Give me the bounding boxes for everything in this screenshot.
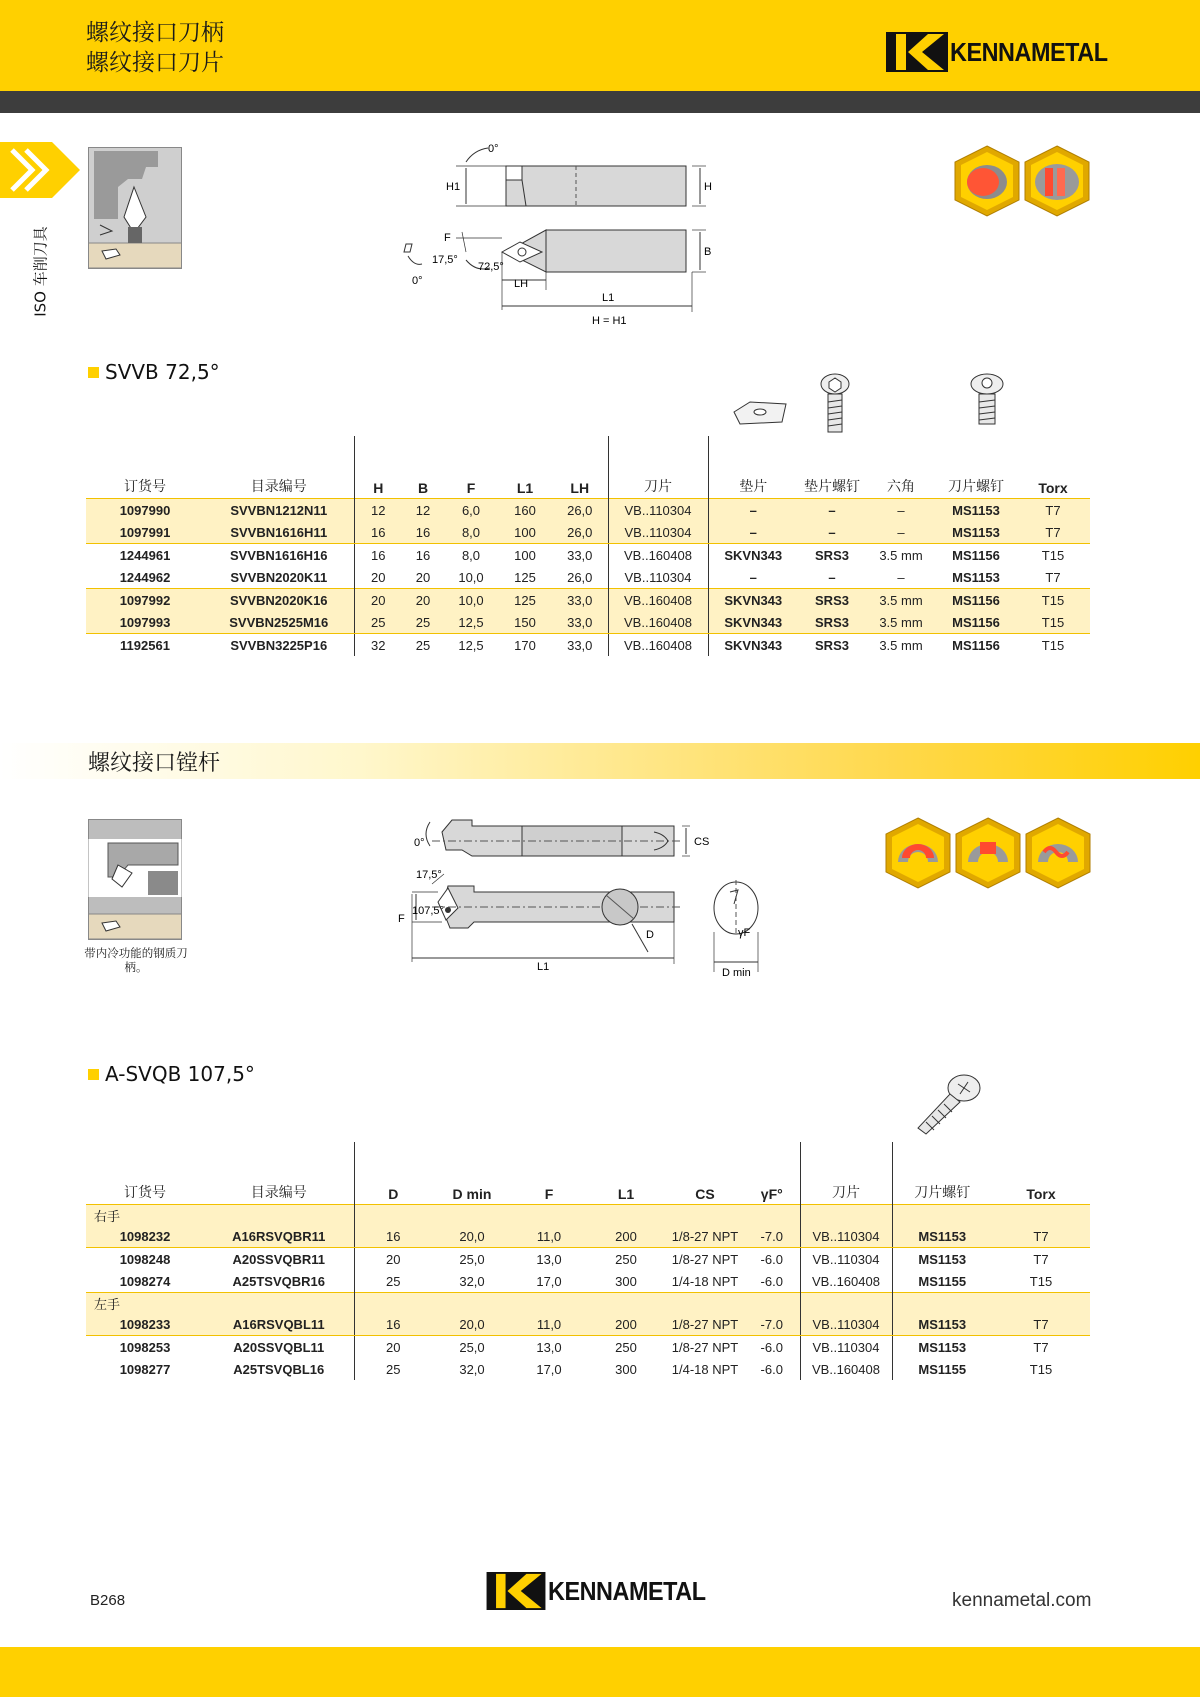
table-cell: – [798,499,866,522]
table-cell: 1098277 [119,1361,171,1377]
side-category-label: ISO 车削刀具 [31,226,50,317]
table-cell: T7 [1045,569,1061,585]
section1-table [86,436,1090,656]
table-cell [586,1293,666,1314]
col-insert: 刀片 [608,436,708,499]
holder-dimension-drawing [396,140,786,330]
table-cell: MS1156 [936,611,1016,634]
dim-bottom-angle: 0° [412,275,423,287]
table-cell: 13,0 [536,1251,562,1267]
table-cell [512,1293,586,1314]
table-cell: MS1155 [892,1358,992,1380]
col-f: F [466,480,476,496]
table-cell: T15 [1041,547,1065,563]
kennametal-mark-icon [886,32,948,72]
insert-screw-icon [965,372,1009,434]
table-cell: 20 [415,569,431,585]
table-cell: 25 [354,611,402,634]
table-cell: T7 [1033,1251,1049,1267]
table-row [86,1313,1090,1336]
table-cell: 33,0 [567,547,593,563]
table-cell: VB..110304 [800,1225,892,1248]
table-cell: – [798,521,866,544]
table-cell: – [866,521,936,544]
table-cell: T7 [1016,521,1090,544]
boring-insert-screw-icon [912,1072,984,1138]
section1-marker [88,367,99,378]
header-divider [0,91,1200,113]
table-cell: T15 [1029,1273,1053,1289]
table-cell: – [897,569,905,585]
col-catalog-no: 目录编号 [250,478,307,494]
table-cell: 32,0 [459,1361,485,1377]
bb-top-angle: 0° [414,837,425,849]
table-row [86,1248,1090,1271]
table-row [86,566,1090,589]
bb-angle-107: 107,5° [412,905,444,917]
table-cell: VB..110304 [608,499,708,522]
table-cell [354,1293,432,1314]
dim-h: H [704,181,712,193]
table-cell: 26,0 [552,521,608,544]
table-cell: A20SSVQBR11 [232,1251,325,1267]
section2-header-row [86,1142,1090,1205]
table-cell: SVVBN1616H11 [204,521,354,544]
col-shim-screw: 垫片螺钉 [804,478,860,494]
table-cell: – [708,521,798,544]
table-row [86,634,1090,657]
table-cell: 100 [514,547,536,563]
table-cell: VB..160408 [800,1358,892,1380]
bb-angle-17: 17,5° [416,869,442,881]
table-cell: 1097993 [86,611,204,634]
table-cell: 1244961 [119,547,171,563]
table-cell: 200 [586,1225,666,1248]
table-cell: SRS3 [798,611,866,634]
table-cell: 8,0 [444,521,498,544]
col2-l1: L1 [617,1186,635,1202]
col-shim: 垫片 [708,436,798,499]
dim-top-angle: 0° [488,143,499,155]
table-cell: A16RSVQBL11 [204,1313,354,1336]
table-cell: VB..160408 [608,589,708,612]
col-order-no: 订货号 [124,478,166,494]
table-cell: VB..160408 [800,1270,892,1293]
table-cell [666,1205,744,1226]
boring-bar-application-icon [88,819,182,940]
table-cell: SRS3 [815,637,849,653]
table-cell: A20SSVQBL11 [233,1339,325,1355]
col2-insert-screw: 刀片螺钉 [892,1142,992,1205]
col2-cs: CS [695,1186,715,1202]
table-group-row [86,1205,1090,1226]
table-cell: 17,0 [536,1273,562,1289]
col2-d: D [354,1142,432,1205]
table-row [86,589,1090,612]
shim-screw-icon [815,372,855,434]
table-cell: 16 [354,544,402,567]
table-cell: -6.0 [760,1251,783,1267]
table-row [86,1225,1090,1248]
holder-application-icon [88,147,182,269]
table-cell: SVVBN2020K16 [204,589,354,612]
table-cell: 12,5 [444,611,498,634]
table-cell: 20,0 [432,1313,512,1336]
col2-d-min: D min [452,1186,492,1202]
col-b: B [417,480,429,496]
table-cell: 300 [615,1361,637,1377]
table-cell: -7.0 [744,1225,800,1248]
table-cell: 170 [514,637,536,653]
header-title-line1: 螺纹接口刀柄 [86,20,224,46]
table-cell: T15 [1016,589,1090,612]
table-cell: 25,0 [459,1339,485,1355]
table-cell: VB..160408 [608,634,708,657]
table-cell: SVVBN1212N11 [204,499,354,522]
table-row [86,521,1090,544]
table-row [86,1358,1090,1380]
table-cell: – [708,566,798,589]
table-cell [512,1205,586,1226]
table-cell: 12 [354,499,402,522]
table-cell [744,1293,800,1314]
table-cell: T15 [1041,637,1065,653]
dim-angle-72: 72,5° [478,261,504,273]
table-cell: 1/4-18 NPT [671,1361,739,1377]
table-cell: SKVN343 [708,634,798,657]
dim-l1: L1 [602,292,615,304]
table-cell: 3.5 mm [879,547,923,563]
table-cell: 3.5 mm [879,637,923,653]
table-cell: SVVBN3225P16 [230,637,328,653]
table-cell: T7 [1033,1339,1049,1355]
bb-f: F [398,913,405,925]
table-cell: 26,0 [552,499,608,522]
bb-l1: L1 [537,961,550,973]
col-h: H [354,436,402,499]
header-title-line2: 螺纹接口刀片 [86,50,224,76]
table-cell: MS1153 [892,1248,992,1271]
dim-lh: LH [514,278,529,290]
col-torx: Torx [1038,480,1068,496]
table-cell [992,1293,1090,1314]
table-cell: 6,0 [444,499,498,522]
table-cell: 17,0 [536,1361,562,1377]
dim-h-eq-h1: H = H1 [592,315,627,327]
table-cell [800,1205,892,1226]
table-cell: 20 [354,1248,432,1271]
table-cell: 25 [415,637,431,653]
table-cell: VB..110304 [608,521,708,544]
band-title: 螺纹接口镗杆 [88,751,221,776]
table-cell: 13,0 [536,1339,562,1355]
footer-url-link[interactable]: kennametal.com [952,1590,1092,1611]
footer-page-number: B268 [90,1592,126,1609]
table-cell: 1097991 [86,521,204,544]
table-cell: 100 [498,521,552,544]
table-cell: VB..110304 [800,1313,892,1336]
table-cell [354,1205,432,1226]
table-cell: 1/8-27 NPT [666,1313,744,1336]
bb-gamma-f: γF [738,927,751,939]
table-cell [892,1293,992,1314]
table-cell: SRS3 [815,547,849,563]
table-cell: SKVN343 [708,611,798,634]
table-cell: MS1153 [936,499,1016,522]
side-chevron-icon [0,142,80,198]
table-cell: 10,0 [444,589,498,612]
group-label: 右手 [86,1205,354,1226]
table-cell: 12,5 [458,637,484,653]
col2-f: F [544,1186,554,1202]
table-cell: – [866,499,936,522]
shim-icon [730,372,790,436]
col2-gamma-f: γF° [760,1186,783,1202]
table-cell: 16 [402,521,444,544]
table-cell: 32,0 [459,1273,485,1289]
col2-order-no: 订货号 [124,1184,166,1200]
table-cell: 1192561 [120,637,170,653]
table-cell: VB..110304 [800,1336,892,1359]
table-cell: 16 [354,1313,432,1336]
table-cell: MS1153 [892,1313,992,1336]
table-cell: 1098233 [86,1313,204,1336]
dim-f: F [444,232,451,244]
table-cell: 1098253 [119,1339,171,1355]
table-cell: SKVN343 [708,544,798,567]
table-cell: A16RSVQBR11 [204,1225,354,1248]
table-cell: 3.5 mm [866,611,936,634]
table-cell: 25 [402,611,444,634]
table-cell: 125 [514,569,536,585]
header-logo [886,32,1125,72]
table-cell [432,1293,512,1314]
table-cell: 20 [402,589,444,612]
table-cell: 250 [615,1251,637,1267]
table-cell [586,1205,666,1226]
table-cell [432,1205,512,1226]
boring-bar-dimension-drawing [392,812,772,976]
footer-brand-text: KENNAMETAL [548,1575,706,1606]
table-cell: SRS3 [798,589,866,612]
table-cell [992,1205,1090,1226]
table-cell: T7 [992,1225,1090,1248]
table-cell: 1098248 [119,1251,171,1267]
table-cell: 10,0 [458,569,484,585]
table-cell: T7 [992,1313,1090,1336]
table-row [86,499,1090,522]
section2-table [86,1142,1090,1380]
section2-marker [88,1069,99,1080]
table-cell: MS1153 [952,569,1000,585]
table-cell: 250 [615,1339,637,1355]
table-cell: 25,0 [459,1251,485,1267]
footer-kennametal-mark-icon [486,1572,546,1610]
table-cell: MS1156 [952,637,1000,653]
table-cell: 200 [586,1313,666,1336]
table-cell: 16 [415,547,431,563]
table-cell: 20,0 [432,1225,512,1248]
table-cell: 160 [498,499,552,522]
table-cell: 1098274 [119,1273,171,1289]
table-cell: 20 [354,1336,432,1359]
bb-cs: CS [694,836,710,848]
table-cell: 3.5 mm [866,589,936,612]
table-cell: 1/8-27 NPT [666,1225,744,1248]
table-row [86,1270,1090,1293]
dim-h1: H1 [446,181,461,193]
table-cell: 11,0 [512,1225,586,1248]
table-cell: 1097992 [86,589,204,612]
table-cell: SKVN343 [708,589,798,612]
table-cell: 25 [354,1270,432,1293]
table-cell: 125 [498,589,552,612]
table-cell: – [708,499,798,522]
table-cell: 25 [354,1358,432,1380]
table-row [86,611,1090,634]
footer-bar [0,1647,1200,1697]
section1-title: SVVB 72,5° [88,360,220,384]
col-hex: 六角 [887,478,915,494]
col-insert-screw: 刀片螺钉 [948,478,1004,494]
footer-logo [486,1572,723,1610]
table-cell: -6.0 [760,1361,783,1377]
table-cell: 150 [498,611,552,634]
dim-angle-17: 17,5° [432,254,458,266]
group-label: 左手 [86,1293,354,1314]
table-cell: – [828,569,836,585]
table-cell: 1098232 [86,1225,204,1248]
table-cell: 1/8-27 NPT [671,1339,739,1355]
boring-hex-icons [884,816,1094,890]
table-cell: -6.0 [760,1273,783,1289]
table-cell [744,1205,800,1226]
table-cell: -6.0 [760,1339,783,1355]
table-row [86,1336,1090,1359]
table-cell: MS1156 [952,547,1000,563]
table-cell: A25TSVQBL16 [233,1361,325,1377]
table-cell: -7.0 [744,1313,800,1336]
table-cell: SVVBN2020K11 [230,569,328,585]
table-row [86,544,1090,567]
table-cell: 33,0 [567,637,593,653]
boring-bar-caption: 带内冷功能的钢质刀柄。 [84,946,188,974]
col2-catalog-no: 目录编号 [250,1184,307,1200]
bb-d: D [646,929,654,941]
table-cell: 1097990 [86,499,204,522]
header-brand-text: KENNAMETAL [950,36,1108,67]
section1-header-row [86,436,1090,499]
table-cell: VB..160408 [608,544,708,567]
table-cell [666,1293,744,1314]
col2-torx: Torx [1026,1186,1056,1202]
table-cell: 33,0 [552,589,608,612]
table-cell: MS1153 [892,1225,992,1248]
table-cell [892,1205,992,1226]
col-lh: LH [570,480,590,496]
table-cell: 1/4-18 NPT [671,1273,739,1289]
application-hex-icons [953,144,1093,218]
table-cell: 33,0 [552,611,608,634]
dim-b: B [704,246,712,258]
table-cell: 11,0 [512,1313,586,1336]
table-cell: 32 [354,634,402,657]
table-cell: 16 [354,521,402,544]
table-cell: 16 [354,1225,432,1248]
table-cell: MS1153 [936,521,1016,544]
bb-d-min: D min [722,967,751,976]
table-cell: T15 [1016,611,1090,634]
table-cell: VB..110304 [608,566,708,589]
table-cell [800,1293,892,1314]
table-cell: 1244962 [119,569,171,585]
table-cell: 8,0 [461,547,481,563]
table-cell: MS1156 [936,589,1016,612]
col2-insert: 刀片 [800,1142,892,1205]
col-l1: L1 [516,480,534,496]
table-cell: T7 [1016,499,1090,522]
table-cell: 300 [615,1273,637,1289]
table-cell: VB..160408 [608,611,708,634]
table-group-row [86,1293,1090,1314]
table-cell: 12 [402,499,444,522]
section2-title: A-SVQB 107,5° [88,1062,255,1086]
table-cell: 20 [354,589,402,612]
table-cell: T15 [1029,1361,1053,1377]
table-cell: SVVBN1616H16 [229,547,328,563]
table-cell: 20 [354,566,402,589]
table-cell: A25TSVQBR16 [232,1273,325,1289]
table-cell: MS1155 [892,1270,992,1293]
table-cell: 1/8-27 NPT [671,1251,739,1267]
table-cell: 26,0 [567,569,593,585]
table-cell: VB..110304 [800,1248,892,1271]
table-cell: SVVBN2525M16 [204,611,354,634]
table-cell: MS1153 [892,1336,992,1359]
